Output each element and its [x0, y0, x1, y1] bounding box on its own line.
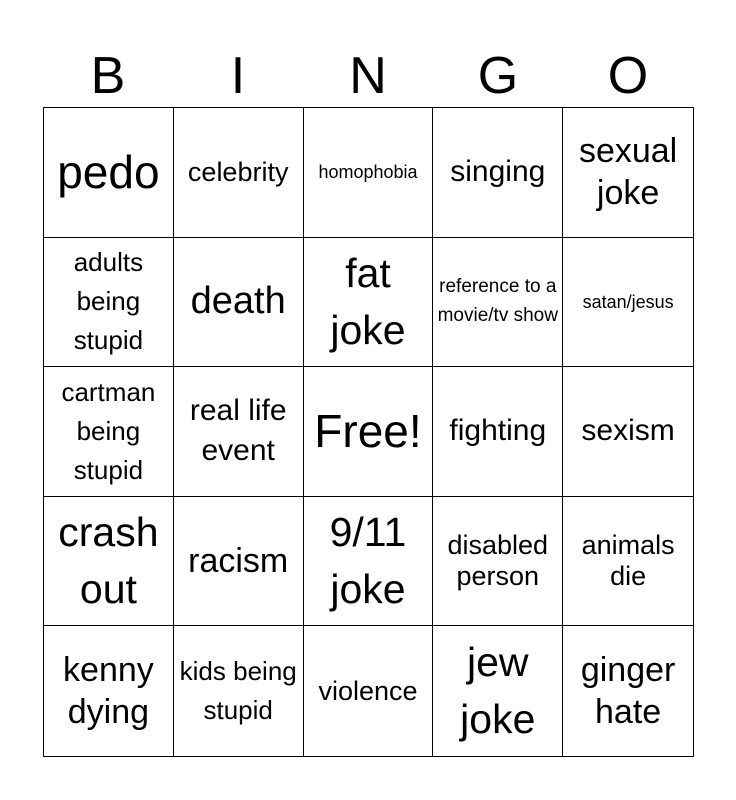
bingo-cell-b5[interactable] — [44, 626, 174, 756]
bingo-cell-g3[interactable] — [433, 367, 563, 497]
cell-text: ginger hate — [580, 650, 676, 732]
cell-text: real life event — [189, 393, 287, 468]
bingo-cell-g1[interactable] — [433, 108, 563, 238]
cell-text: celebrity — [187, 156, 289, 187]
bingo-cell-i4[interactable] — [174, 497, 304, 627]
bingo-cell-n5[interactable] — [304, 626, 434, 756]
bingo-cell-o1[interactable] — [563, 108, 693, 238]
cell-text: animals die — [581, 530, 675, 592]
bingo-board — [43, 107, 694, 757]
bingo-cell-n2[interactable] — [304, 238, 434, 368]
bingo-cell-i5[interactable] — [174, 626, 304, 756]
header-letter-i: I — [230, 47, 246, 105]
bingo-cell-g5[interactable] — [433, 626, 563, 756]
cell-text: adults being stupid — [73, 247, 144, 356]
bingo-cell-b4[interactable] — [44, 497, 174, 627]
bingo-cell-o2[interactable] — [563, 238, 693, 368]
cell-text: 9/11 joke — [329, 508, 407, 613]
header-letter-b: B — [90, 47, 126, 105]
bingo-cell-o4[interactable] — [563, 497, 693, 627]
bingo-cell-n1[interactable] — [304, 108, 434, 238]
bingo-cell-i1[interactable] — [174, 108, 304, 238]
bingo-header — [43, 44, 693, 108]
header-letter-g: G — [477, 47, 519, 105]
bingo-cell-o3[interactable] — [563, 367, 693, 497]
cell-text: violence — [318, 675, 418, 706]
bingo-cell-o5[interactable] — [563, 626, 693, 756]
bingo-cell-i2[interactable] — [174, 238, 304, 368]
bingo-cell-g2[interactable] — [433, 238, 563, 368]
cell-text: cartman being stupid — [61, 376, 156, 485]
cell-text: satan/jesus — [582, 291, 674, 312]
cell-text: kenny dying — [63, 650, 154, 732]
cell-text: crash out — [58, 508, 159, 613]
cell-text: pedo — [57, 145, 160, 198]
bingo-cell-g4[interactable] — [433, 497, 563, 627]
bingo-cell-b1[interactable] — [44, 108, 174, 238]
cell-text: death — [190, 280, 286, 323]
cell-text: disabled person — [447, 530, 549, 592]
bingo-cell-n4[interactable] — [304, 497, 434, 627]
cell-text: jew joke — [460, 638, 536, 743]
header-letter-n: N — [349, 47, 387, 105]
cell-text: singing — [450, 155, 546, 189]
cell-text: fat joke — [330, 249, 406, 353]
cell-text: homophobia — [318, 161, 418, 182]
bingo-cell-n3[interactable] — [304, 367, 434, 497]
cell-text: racism — [188, 541, 289, 580]
bingo-cell-i3[interactable] — [174, 367, 304, 497]
cell-text: reference to a movie/tv show — [437, 276, 558, 326]
bingo-cell-b2[interactable] — [44, 238, 174, 368]
cell-text: fighting — [449, 414, 547, 448]
cell-text: Free! — [314, 405, 422, 458]
header-letter-o: O — [607, 47, 649, 105]
cell-text: kids being stupid — [179, 656, 297, 726]
cell-text: sexual joke — [578, 131, 678, 213]
bingo-cell-b3[interactable] — [44, 367, 174, 497]
cell-text: sexism — [581, 414, 675, 448]
